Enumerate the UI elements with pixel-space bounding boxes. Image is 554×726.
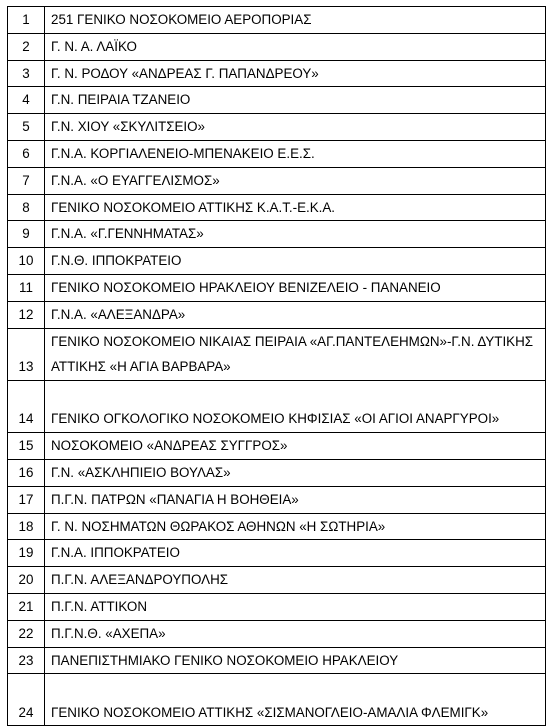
hospital-name: Γ. Ν. ΝΟΣΗΜΑΤΩΝ ΘΩΡΑΚΟΣ ΑΘΗΝΩΝ «Η ΣΩΤΗΡΙΑ» xyxy=(45,513,546,540)
hospital-name: Π.Γ.Ν. ΑΛΕΞΑΝΔΡΟΥΠΟΛΗΣ xyxy=(45,567,546,594)
hospital-name: ΓΕΝΙΚΟ ΝΟΣΟΚΟΜΕΙΟ ΝΙΚΑΙΑΣ ΠΕΙΡΑΙΑ «ΑΓ.ΠΑΝΤΕΛΕΗΜΩΝ»-Γ.Ν. ΔΥΤΙΚΗΣ ΑΤΤΙΚΗΣ «Η ΑΓΙΑ ΒΑΡΒΑΡΑ» xyxy=(45,328,546,381)
table-row xyxy=(8,167,546,194)
row-number: 8 xyxy=(8,194,45,221)
table-row xyxy=(8,513,546,540)
row-number: 4 xyxy=(8,87,45,114)
table-row xyxy=(8,567,546,594)
table-row xyxy=(8,248,546,275)
table-row xyxy=(8,486,546,513)
hospital-name: Γ. Ν. Α. ΛΑΪΚΟ xyxy=(45,33,546,60)
hospital-name: Γ.Ν.Α. «Ο ΕΥΑΓΓΕΛΙΣΜΟΣ» xyxy=(45,167,546,194)
table-row xyxy=(8,194,546,221)
table-row xyxy=(8,593,546,620)
table-row xyxy=(8,7,546,34)
hospital-name: Γ.Ν.Α. «ΑΛΕΞΑΝΔΡΑ» xyxy=(45,301,546,328)
row-number: 21 xyxy=(8,593,45,620)
hospital-name: Γ.Ν.Θ. ΙΠΠΟΚΡΑΤΕΙΟ xyxy=(45,248,546,275)
table-row xyxy=(8,87,546,114)
table-row xyxy=(8,274,546,301)
hospital-name: Π.Γ.Ν.Θ. «ΑΧΕΠΑ» xyxy=(45,620,546,647)
row-number: 22 xyxy=(8,620,45,647)
hospital-name: ΓΕΝΙΚΟ ΟΓΚΟΛΟΓΙΚΟ ΝΟΣΟΚΟΜΕΙΟ ΚΗΦΙΣΙΑΣ «ΟΙ ΑΓΙΟΙ ΑΝΑΡΓΥΡΟΙ» xyxy=(45,381,546,433)
row-number: 6 xyxy=(8,140,45,167)
table-row xyxy=(8,459,546,486)
row-number: 10 xyxy=(8,248,45,275)
table-row xyxy=(8,221,546,248)
table-row xyxy=(8,433,546,460)
hospital-name: Γ.Ν. «ΑΣΚΛΗΠΙΕΙΟ ΒΟΥΛΑΣ» xyxy=(45,459,546,486)
row-number: 19 xyxy=(8,540,45,567)
hospital-list-body xyxy=(8,7,546,726)
hospital-name: Γ.Ν.Α. ΙΠΠΟΚΡΑΤΕΙΟ xyxy=(45,540,546,567)
table-row xyxy=(8,140,546,167)
row-number: 3 xyxy=(8,60,45,87)
hospital-name: Γ. Ν. ΡΟΔΟΥ «ΑΝΔΡΕΑΣ Γ. ΠΑΠΑΝΔΡΕΟΥ» xyxy=(45,60,546,87)
row-number: 17 xyxy=(8,486,45,513)
row-number: 23 xyxy=(8,647,45,674)
row-number: 7 xyxy=(8,167,45,194)
hospital-list-table xyxy=(7,6,546,726)
table-row xyxy=(8,647,546,674)
table-row xyxy=(8,114,546,141)
row-number: 5 xyxy=(8,114,45,141)
table-row xyxy=(8,301,546,328)
hospital-name: Γ.Ν.Α. «Γ.ΓΕΝΝΗΜΑΤΑΣ» xyxy=(45,221,546,248)
row-number: 11 xyxy=(8,274,45,301)
row-number: 20 xyxy=(8,567,45,594)
hospital-name: Γ.Ν.Α. ΚΟΡΓΙΑΛΕΝΕΙΟ-ΜΠΕΝΑΚΕΙΟ Ε.Ε.Σ. xyxy=(45,140,546,167)
table-row xyxy=(8,60,546,87)
hospital-name: ΓΕΝΙΚΟ ΝΟΣΟΚΟΜΕΙΟ ΗΡΑΚΛΕΙΟΥ ΒΕΝΙΖΕΛΕΙΟ - ΠΑΝΑΝΕΙΟ xyxy=(45,274,546,301)
row-number: 15 xyxy=(8,433,45,460)
table-row xyxy=(8,33,546,60)
hospital-name: 251 ΓΕΝΙΚΟ ΝΟΣΟΚΟΜΕΙΟ ΑΕΡΟΠΟΡΙΑΣ xyxy=(45,7,546,34)
hospital-name: Γ.Ν. ΠΕΙΡΑΙΑ ΤΖΑΝΕΙΟ xyxy=(45,87,546,114)
hospital-name: Π.Γ.Ν. ΠΑΤΡΩΝ «ΠΑΝΑΓΙΑ Η ΒΟΗΘΕΙΑ» xyxy=(45,486,546,513)
hospital-name: ΓΕΝΙΚΟ ΝΟΣΟΚΟΜΕΙΟ ΑΤΤΙΚΗΣ «ΣΙΣΜΑΝΟΓΛΕΙΟ-ΑΜΑΛΙΑ ΦΛΕΜΙΓΚ» xyxy=(45,674,546,726)
table-row xyxy=(8,674,546,726)
hospital-name: ΠΑΝΕΠΙΣΤΗΜΙΑΚΟ ΓΕΝΙΚΟ ΝΟΣΟΚΟΜΕΙΟ ΗΡΑΚΛΕΙΟΥ xyxy=(45,647,546,674)
row-number: 1 xyxy=(8,7,45,34)
hospital-name: Π.Γ.Ν. ΑΤΤΙΚΟΝ xyxy=(45,593,546,620)
hospital-name: ΓΕΝΙΚΟ ΝΟΣΟΚΟΜΕΙΟ ΑΤΤΙΚΗΣ Κ.Α.Τ.-Ε.Κ.Α. xyxy=(45,194,546,221)
hospital-name: ΝΟΣΟΚΟΜΕΙΟ «ΑΝΔΡΕΑΣ ΣΥΓΓΡΟΣ» xyxy=(45,433,546,460)
hospital-name: Γ.Ν. ΧΙΟΥ «ΣΚΥΛΙΤΣΕΙΟ» xyxy=(45,114,546,141)
row-number: 24 xyxy=(8,674,45,726)
row-number: 13 xyxy=(8,328,45,381)
document-page xyxy=(7,6,546,726)
table-row xyxy=(8,540,546,567)
row-number: 14 xyxy=(8,381,45,433)
row-number: 9 xyxy=(8,221,45,248)
row-number: 12 xyxy=(8,301,45,328)
table-row xyxy=(8,381,546,433)
table-row xyxy=(8,620,546,647)
row-number: 2 xyxy=(8,33,45,60)
table-row xyxy=(8,328,546,381)
row-number: 18 xyxy=(8,513,45,540)
row-number: 16 xyxy=(8,459,45,486)
